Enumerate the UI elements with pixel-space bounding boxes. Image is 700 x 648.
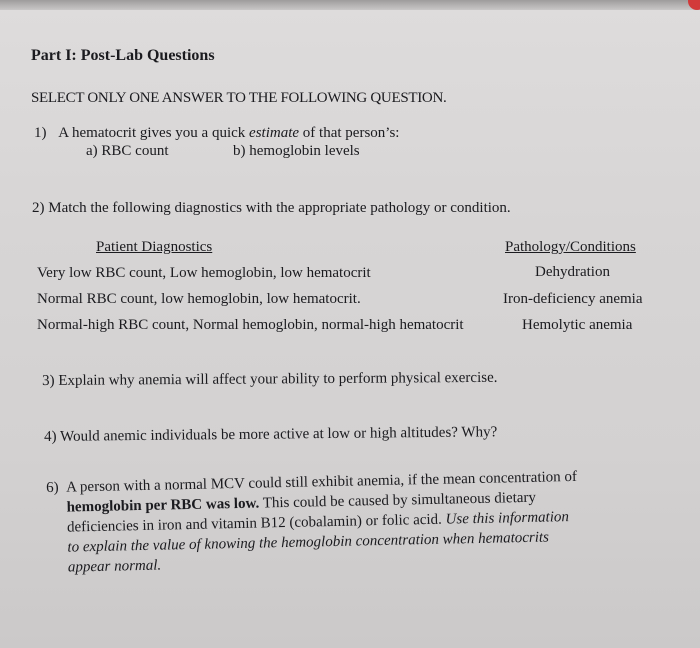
q6-line-5: appear normal.	[67, 557, 162, 576]
q2-condition-2: Iron-deficiency anemia	[503, 291, 643, 307]
q6-line-3-italic: Use this information	[445, 509, 570, 528]
q6-bold-phrase: hemoglobin per RBC was low.	[66, 495, 260, 516]
q6-block	[46, 465, 648, 578]
q1-line	[34, 124, 399, 142]
part-title: Part I: Post-Lab Questions	[31, 47, 215, 64]
q3-text: 3) Explain why anemia will affect your ability to perform physical exercise.	[42, 369, 498, 389]
q1-option-b: b) hemoglobin levels	[233, 143, 360, 159]
q2-text: 2) Match the following diagnostics with the appropriate pathology or condition.	[32, 200, 511, 216]
q2-condition-3: Hemolytic anemia	[522, 317, 633, 333]
q2-condition-1: Dehydration	[535, 264, 610, 280]
q2-diagnostics-header: Patient Diagnostics	[96, 239, 213, 255]
q1-text-end: of that person’s:	[299, 125, 400, 141]
q1-text-emphasis: estimate	[249, 125, 300, 141]
q6-line-3-text: deficiencies in iron and vitamin B12 (cobalamin) or folic acid.	[66, 511, 446, 536]
q4-text: 4) Would anemic individuals be more active at low or high altitudes? Why?	[44, 424, 498, 445]
q2-diagnostic-2: Normal RBC count, low hemoglobin, low hematocrit.	[37, 291, 361, 307]
page-top-edge	[0, 0, 700, 10]
q1-text-start: A hematocrit gives you a quick	[58, 125, 250, 141]
q6-number: 6)	[46, 479, 59, 496]
q6-body	[66, 465, 648, 577]
q6-line-1: A person with a normal MCV could still exhibit anemia, if the mean concentration of	[66, 468, 578, 496]
q1-number: 1)	[34, 125, 47, 141]
q2-diagnostic-1: Very low RBC count, Low hemoglobin, low hematocrit	[37, 265, 371, 281]
q2-diagnostic-3: Normal-high RBC count, Normal hemoglobin, normal-high hematocrit	[37, 317, 464, 333]
q6-line-4: to explain the value of knowing the hemoglobin concentration when hematocrits	[67, 529, 550, 556]
q6-line-2-rest: This could be caused by simultaneous dietary	[259, 489, 537, 512]
q1-option-a: a) RBC count	[86, 143, 169, 159]
instruction-text: SELECT ONLY ONE ANSWER TO THE FOLLOWING QUESTION.	[31, 90, 447, 106]
q2-conditions-header: Pathology/Conditions	[505, 239, 636, 255]
